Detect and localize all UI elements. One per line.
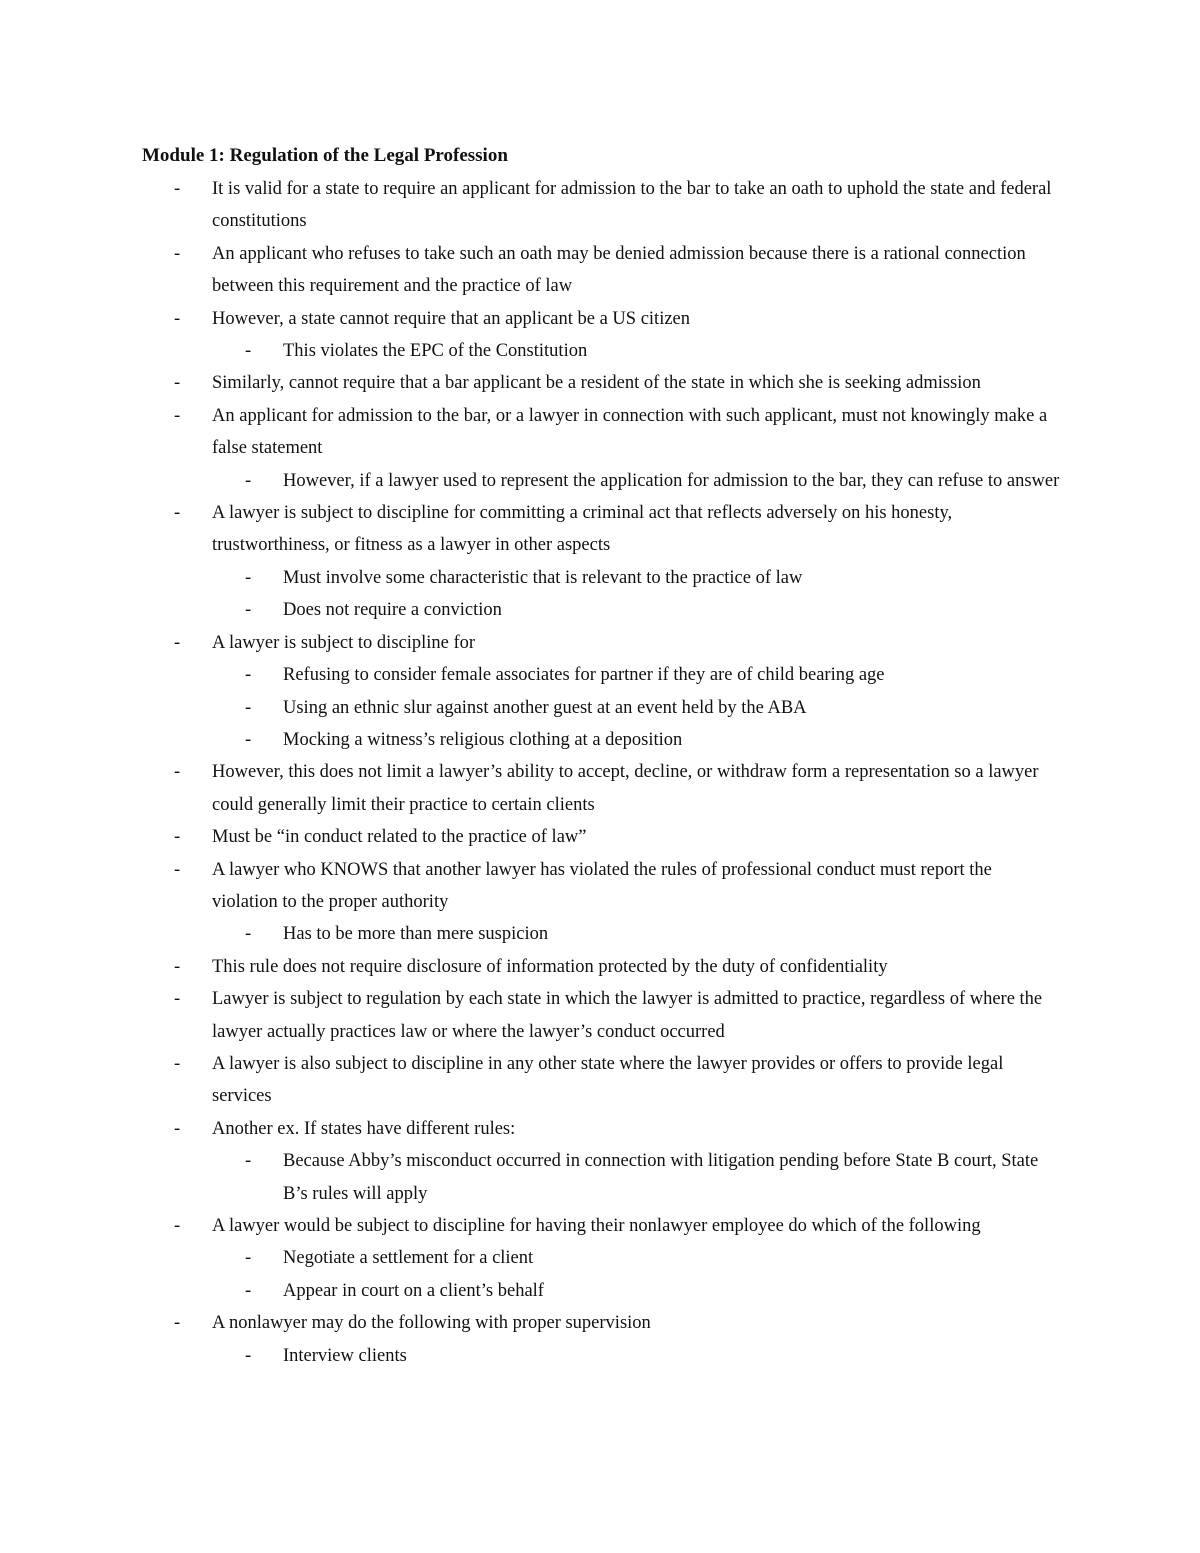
- sub-bullet-item: [0, 1242, 1063, 1274]
- bullet-text: An applicant for admission to the bar, or a lawyer in connection with such applicant, must not knowingly make a false statement: [212, 405, 1048, 459]
- module-heading: Module 1: Regulation of the Legal Profession: [142, 145, 508, 166]
- bullet-dash: -: [174, 632, 181, 653]
- bullet-dash: -: [245, 729, 252, 750]
- sub-bullet-item: [0, 335, 1063, 367]
- bullet-dash: -: [245, 600, 252, 621]
- bullet-text: A lawyer would be subject to discipline for having their nonlawyer employee do which of the following: [212, 1216, 981, 1236]
- bullet-dash: -: [174, 1216, 181, 1236]
- bullet-dash: -: [245, 470, 252, 491]
- bullet-dash: -: [245, 1151, 252, 1172]
- bullet-dash: -: [245, 341, 252, 362]
- bullet-text: Must be “in conduct related to the practice of law”: [212, 827, 587, 848]
- bullet-text: Because Abby’s misconduct occurred in connection with litigation pending before State B court, State B’s rules will apply: [283, 1151, 1039, 1204]
- bullet-text: This rule does not require disclosure of information protected by the duty of confidentiality: [212, 956, 888, 977]
- bullet-text: Lawyer is subject to regulation by each state in which the lawyer is admitted to practice, regardless of where the lawyer actually practices law or where the lawyer’s conduct occurred: [212, 989, 1043, 1042]
- bullet-text: Must involve some characteristic that is relevant to the practice of law: [283, 567, 803, 588]
- bullet-text: Using an ethnic slur against another guest at an event held by the ABA: [283, 697, 807, 718]
- sub-bullet-item: [0, 465, 1063, 497]
- bullet-item: [0, 238, 1062, 303]
- bullet-dash: -: [245, 697, 252, 718]
- bullet-text: A nonlawyer may do the following with proper supervision: [212, 1313, 651, 1334]
- bullet-text: Similarly, cannot require that a bar applicant be a resident of the state in which she is seeking admission: [212, 373, 981, 394]
- bullet-dash: -: [174, 1053, 181, 1074]
- bullet-dash: -: [174, 859, 181, 880]
- bullet-item: [0, 983, 1062, 1048]
- bullet-item: [0, 756, 1062, 821]
- bullet-item: [0, 951, 1062, 983]
- bullet-item: [0, 367, 1062, 399]
- bullet-text: Has to be more than mere suspicion: [283, 924, 549, 945]
- sub-bullet-item: [0, 659, 1063, 691]
- bullet-item: [0, 821, 1062, 853]
- bullet-dash: -: [245, 1248, 252, 1269]
- bullet-text: However, if a lawyer used to represent the application for admission to the bar, they can refuse to answer: [283, 470, 1060, 491]
- bullet-text: However, a state cannot require that an applicant be a US citizen: [212, 308, 691, 329]
- bullet-dash: -: [174, 1118, 181, 1139]
- bullet-text: However, this does not limit a lawyer’s ability to accept, decline, or withdraw form a representation so a lawyer could generally limit their practice to certain clients: [212, 762, 1039, 815]
- sub-bullet-item: [0, 918, 1063, 950]
- bullet-text: Refusing to consider female associates for partner if they are of child bearing age: [283, 665, 885, 686]
- bullet-text: A lawyer is subject to discipline for committing a criminal act that reflects adversely on his honesty, trustworthiness, or fitness as a lawyer in other aspects: [212, 503, 953, 556]
- bullet-dash: -: [174, 762, 181, 783]
- bullet-item: [0, 1307, 1062, 1339]
- bullet-dash: -: [245, 665, 252, 686]
- sub-bullet-item: [0, 724, 1063, 756]
- bullet-dash: -: [174, 956, 181, 977]
- bullet-dash: -: [174, 373, 181, 394]
- bullet-item: [0, 1210, 1062, 1242]
- bullet-item: [0, 173, 1062, 238]
- bullet-text: Mocking a witness’s religious clothing at a deposition: [283, 729, 683, 750]
- bullet-text: A lawyer who KNOWS that another lawyer has violated the rules of professional conduct must report the violation to the proper authority: [212, 859, 992, 912]
- bullet-dash: -: [174, 503, 181, 524]
- bullet-dash: -: [245, 924, 252, 945]
- bullet-item: [0, 400, 1062, 465]
- bullet-item: [0, 1048, 1062, 1113]
- sub-bullet-item: [0, 562, 1063, 594]
- bullet-dash: -: [245, 567, 252, 588]
- bullet-text: A lawyer is also subject to discipline in any other state where the lawyer provides or offers to provide legal services: [212, 1053, 1004, 1107]
- bullet-dash: -: [174, 1313, 181, 1334]
- bullet-dash: -: [174, 243, 181, 264]
- sub-bullet-item: [0, 1275, 1063, 1307]
- bullet-dash: -: [245, 1345, 252, 1366]
- bullet-text: Appear in court on a client’s behalf: [283, 1280, 544, 1301]
- bullet-dash: -: [174, 989, 181, 1010]
- bullet-text: This violates the EPC of the Constitution: [283, 341, 588, 362]
- bullet-dash: -: [245, 1280, 252, 1301]
- bullet-item: [0, 1113, 1062, 1145]
- bullet-item: [0, 854, 1062, 919]
- bullet-text: Another ex. If states have different rules:: [212, 1118, 516, 1139]
- bullet-text: Negotiate a settlement for a client: [283, 1248, 534, 1269]
- bullet-item: [0, 303, 1062, 335]
- bullet-text: It is valid for a state to require an applicant for admission to the bar to take an oath to uphold the state and federal constitutions: [212, 179, 1052, 232]
- bullet-item: [0, 497, 1062, 562]
- bullet-dash: -: [174, 405, 181, 426]
- bullet-text: Interview clients: [283, 1345, 407, 1366]
- bullet-text: Does not require a conviction: [283, 600, 502, 621]
- bullet-dash: -: [174, 308, 181, 329]
- sub-bullet-item: [0, 1340, 1063, 1372]
- bullet-item: [0, 627, 1062, 659]
- bullet-text: A lawyer is subject to discipline for: [212, 632, 476, 653]
- bullet-list: [0, 173, 1200, 1372]
- bullet-dash: -: [174, 827, 181, 848]
- bullet-text: An applicant who refuses to take such an oath may be denied admission because there is a rational connection between this requirement and the practice of law: [212, 243, 1026, 297]
- bullet-dash: -: [174, 179, 181, 199]
- sub-bullet-item: [0, 1145, 1063, 1210]
- sub-bullet-item: [0, 692, 1063, 724]
- sub-bullet-item: [0, 594, 1063, 626]
